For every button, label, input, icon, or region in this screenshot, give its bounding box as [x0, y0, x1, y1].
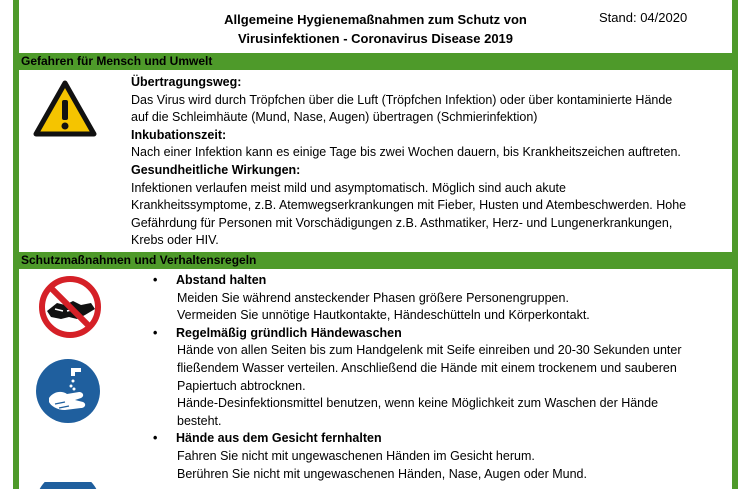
hazard-text-line: Das Virus wird durch Tröpfchen über die Luft (Tröpfchen Infektion) oder über kontaminierte Hände — [131, 92, 673, 107]
section-heading-hazards — [13, 53, 738, 70]
hazard-label: Inkubationszeit: — [131, 127, 227, 142]
measures-text — [153, 272, 732, 483]
hazards-section — [19, 74, 732, 252]
rule-text-line: Papiertuch abtrocknen. — [177, 378, 306, 393]
rule-text-line: besteht. — [177, 413, 222, 428]
rule-title: Hände aus dem Gesicht fernhalten — [176, 431, 382, 446]
rule-item — [153, 325, 732, 431]
no-handshake-icon — [33, 275, 107, 339]
rule-title: Abstand halten — [176, 273, 267, 287]
hazards-text — [131, 74, 732, 250]
hazard-text-line: Gefährdung für Personen mit Vorschädigungen z.B. Asthmatiker, Herz- und Lungenerkrankungen, — [131, 215, 673, 230]
section-heading-measures — [13, 252, 738, 269]
rule-title: Regelmäßig gründlich Händewaschen — [176, 325, 402, 340]
rule-text-line: Hände von allen Seiten bis zum Handgelenk mit Seife einreiben und 20-30 Sekunden unter — [177, 343, 682, 358]
rule-text-line: Hände-Desinfektionsmittel benutzen, wenn keine Möglichkeit zum Waschen der Hände — [177, 396, 659, 411]
hazard-text-line: Nach einer Infektion kann es einige Tage bis zwei Wochen dauern, bis Krankheitszeichen auftreten. — [131, 145, 681, 160]
hazard-text-line: Infektionen verlaufen meist mild und asymptomatisch. Möglich sind auch akute — [131, 180, 566, 195]
bullet-icon: • — [153, 273, 158, 287]
bullet-icon: • — [153, 431, 158, 446]
hazard-text-line: auf die Schleimhäute (Mund, Nase, Augen) übertragen (Schmierinfektion) — [131, 110, 538, 125]
hazard-text-line: Krankheitssymptome, z.B. Atemwegserkrankungen mit Fieber, Husten und Atembeschwerden. Hohe — [131, 198, 687, 213]
title-line-2: Virusinfektionen - Coronavirus Disease 2019 — [237, 31, 514, 46]
face-touch-icon — [35, 482, 101, 489]
title-row — [19, 0, 732, 52]
hazard-label: Gesundheitliche Wirkungen: — [131, 162, 301, 177]
rule-text-line: Meiden Sie während ansteckender Phasen größere Personengruppen. — [177, 290, 569, 305]
rules-list — [153, 272, 732, 483]
rule-text-line: Fahren Sie nicht mit ungewaschenen Händen im Gesicht herum. — [177, 448, 535, 463]
hazard-label: Übertragungsweg: — [131, 75, 242, 89]
rule-text-line: Vermeiden Sie unnötige Hautkontakte, Händeschütteln und Körperkontakt. — [177, 308, 590, 323]
hand-washing-icon — [35, 358, 101, 424]
section-heading-hazards-text: Gefahren für Mensch und Umwelt — [21, 54, 213, 68]
stand-date: Stand: 04/2020 — [599, 10, 688, 25]
title-line-1: Allgemeine Hygienemaßnahmen zum Schutz von — [224, 12, 527, 27]
hazard-text-line: Krebs oder HIV. — [131, 233, 219, 248]
rule-text-line: fließendem Wasser verteilen. Anschließend die Hände mit einem trockenem und sauberen — [177, 360, 677, 375]
rule-text-line: Berühren Sie nicht mit ungewaschenen Händen, Nase, Augen oder Mund. — [177, 466, 587, 481]
measures-section — [19, 270, 732, 489]
warning-triangle-icon — [33, 80, 97, 138]
section-heading-measures-text: Schutzmaßnahmen und Verhaltensregeln — [21, 253, 257, 267]
rule-item — [153, 430, 732, 483]
bullet-icon: • — [153, 325, 158, 340]
rule-item — [153, 272, 732, 325]
